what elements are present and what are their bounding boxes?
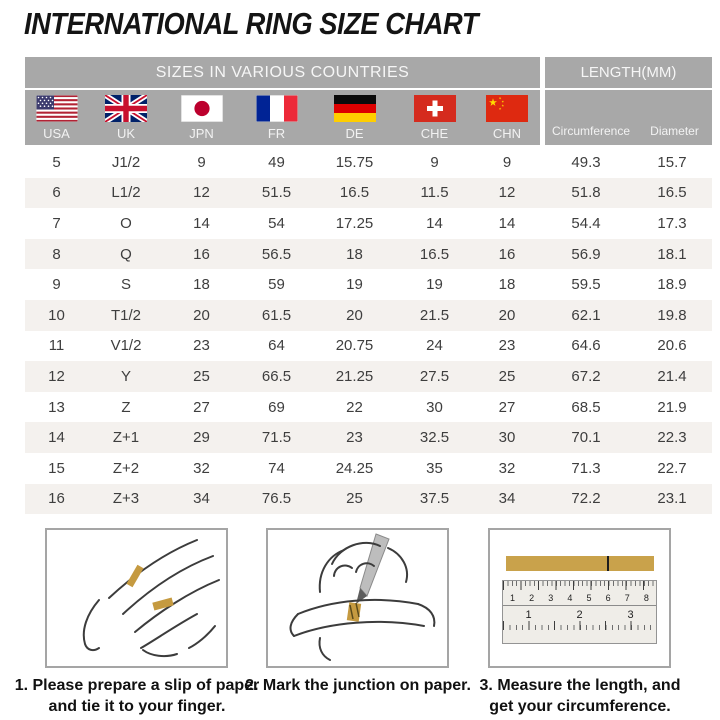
country-columns bbox=[25, 90, 540, 145]
size-cell: Z+2 bbox=[112, 459, 140, 477]
size-cell: 29 bbox=[193, 429, 210, 447]
size-cell: 19.8 bbox=[657, 306, 687, 324]
size-cell: 32 bbox=[498, 459, 516, 477]
size-cell: 15.7 bbox=[657, 153, 687, 171]
size-cell: 17.25 bbox=[335, 214, 374, 232]
size-cell: 16 bbox=[193, 245, 210, 263]
switzerland-flag-icon bbox=[414, 95, 456, 122]
size-cell: 16.5 bbox=[419, 245, 450, 263]
header-group-band bbox=[25, 57, 712, 88]
ruler-inch-ticks bbox=[503, 621, 656, 630]
size-cell: 76.5 bbox=[261, 490, 292, 508]
size-cell: 32.5 bbox=[419, 429, 450, 447]
size-cell: Q bbox=[120, 245, 132, 263]
ruler-number: 2 bbox=[576, 609, 583, 621]
size-cell: 56.9 bbox=[571, 245, 601, 263]
step1-illustration bbox=[45, 528, 228, 668]
size-cell: 18 bbox=[346, 245, 363, 263]
table-row bbox=[25, 361, 712, 392]
germany-flag-icon bbox=[334, 95, 376, 122]
table-row bbox=[25, 300, 712, 331]
size-cell: 35 bbox=[426, 459, 443, 477]
size-cell: 20 bbox=[346, 306, 363, 324]
size-cell: 68.5 bbox=[571, 398, 601, 416]
size-cell: 22 bbox=[346, 398, 363, 416]
size-cell: 19 bbox=[426, 276, 443, 294]
table-row bbox=[25, 453, 712, 484]
size-cell: 23 bbox=[193, 337, 210, 355]
size-cell: 20.6 bbox=[657, 337, 687, 355]
size-cell: 21.5 bbox=[419, 306, 450, 324]
size-cell: 6 bbox=[52, 184, 61, 202]
ruler-inch-numbers bbox=[503, 606, 656, 621]
size-cell: O bbox=[120, 214, 132, 232]
table-row bbox=[25, 269, 712, 300]
size-cell: 11.5 bbox=[420, 184, 449, 202]
paper-strip-icon bbox=[506, 556, 654, 571]
column-che bbox=[395, 90, 474, 145]
hand-with-paper-strip-icon bbox=[47, 530, 226, 666]
step2-illustration bbox=[266, 528, 449, 668]
size-cell: 12 bbox=[498, 184, 516, 202]
size-cell: 25 bbox=[498, 367, 516, 385]
size-cell: 25 bbox=[346, 490, 363, 508]
column-label-diameter: Diameter bbox=[650, 124, 699, 138]
header-flags-band bbox=[25, 90, 712, 145]
step3-illustration bbox=[488, 528, 671, 668]
column-label-circumference: Circumference bbox=[551, 124, 631, 138]
size-cell: 10 bbox=[48, 306, 65, 324]
size-cell: 13 bbox=[48, 398, 65, 416]
size-cell: 14 bbox=[193, 214, 210, 232]
size-cell: 34 bbox=[498, 490, 516, 508]
size-cell: 72.2 bbox=[571, 490, 601, 508]
size-cell: 56.5 bbox=[261, 245, 292, 263]
size-cell: 49 bbox=[268, 153, 285, 171]
size-cell: 71.3 bbox=[571, 459, 601, 477]
size-cell: 54 bbox=[268, 214, 285, 232]
size-cell: 16.5 bbox=[657, 184, 687, 202]
ruler-number: 5 bbox=[586, 593, 592, 603]
size-cell: 14 bbox=[426, 214, 443, 232]
size-cell: 67.2 bbox=[571, 367, 601, 385]
size-cell: Y bbox=[120, 367, 131, 385]
size-cell: 24.25 bbox=[335, 459, 374, 477]
size-cell: 61.5 bbox=[261, 306, 292, 324]
ruler-number: 2 bbox=[529, 593, 535, 603]
column-label-che: CHE bbox=[420, 126, 449, 141]
size-cell: 12 bbox=[193, 184, 210, 202]
size-cell: 70.1 bbox=[571, 429, 601, 447]
size-cell: 18 bbox=[193, 276, 210, 294]
size-cell: 64.6 bbox=[571, 337, 601, 355]
step2-caption: 2. Mark the junction on paper. bbox=[245, 677, 471, 694]
size-cell: 23 bbox=[346, 429, 363, 447]
ruler-number: 4 bbox=[567, 593, 573, 603]
size-cell: 30 bbox=[498, 429, 516, 447]
table-row bbox=[25, 484, 712, 515]
ruler-icon bbox=[502, 580, 657, 644]
table-row bbox=[25, 239, 712, 270]
size-cell: 18 bbox=[498, 276, 516, 294]
ruler-cm-numbers bbox=[503, 590, 656, 603]
size-cell: 9 bbox=[430, 153, 439, 171]
size-cell: 32 bbox=[193, 459, 210, 477]
size-cell: 27.5 bbox=[419, 367, 450, 385]
table-row bbox=[25, 208, 712, 239]
column-label-usa: USA bbox=[43, 126, 70, 141]
column-chn bbox=[474, 90, 540, 145]
size-cell: 11 bbox=[48, 337, 65, 355]
size-cell: 59.5 bbox=[571, 276, 601, 294]
table-row bbox=[25, 147, 712, 178]
header-sizes-label: SIZES IN VARIOUS COUNTRIES bbox=[155, 63, 410, 81]
step1-caption: 1. Please prepare a slip of paper and tie it to your finger. bbox=[14, 677, 260, 715]
size-cell: 20 bbox=[498, 306, 516, 324]
size-cell: 21.25 bbox=[335, 367, 374, 385]
column-label-che-de: DE bbox=[345, 126, 364, 141]
size-cell: 20 bbox=[193, 306, 210, 324]
size-cell: 7 bbox=[52, 214, 61, 232]
header-length-label: LENGTH(MM) bbox=[580, 64, 677, 81]
size-cell: 59 bbox=[268, 276, 285, 294]
size-cell: 24 bbox=[426, 337, 443, 355]
size-cell: 27 bbox=[193, 398, 210, 416]
column-usa bbox=[25, 90, 88, 145]
hand-marking-paper-icon bbox=[268, 530, 447, 666]
ruler-number: 8 bbox=[643, 593, 649, 603]
ruler-number: 1 bbox=[510, 593, 516, 603]
size-cell: 21.9 bbox=[657, 398, 687, 416]
page-title: INTERNATIONAL RING SIZE CHART bbox=[24, 6, 479, 41]
column-label-chn: CHN bbox=[492, 126, 522, 141]
junction-mark-icon bbox=[607, 556, 609, 571]
ruler-number: 7 bbox=[624, 593, 630, 603]
size-cell: 14 bbox=[48, 429, 65, 447]
size-cell: 54.4 bbox=[571, 214, 601, 232]
size-cell: 49.3 bbox=[571, 153, 601, 171]
size-cell: 19 bbox=[346, 276, 363, 294]
ruler-cm-ticks bbox=[503, 581, 656, 590]
column-de bbox=[314, 90, 395, 145]
ruler-number: 3 bbox=[548, 593, 554, 603]
column-label-fr: FR bbox=[267, 126, 286, 141]
size-cell: 9 bbox=[502, 153, 512, 171]
size-cell: 23 bbox=[498, 337, 516, 355]
size-cell: 25 bbox=[193, 367, 210, 385]
size-cell: 16.5 bbox=[339, 184, 370, 202]
size-cell: J1/2 bbox=[111, 153, 141, 171]
size-cell: 9 bbox=[52, 276, 61, 294]
size-cell: 12 bbox=[48, 367, 65, 385]
size-cell: 34 bbox=[193, 490, 210, 508]
size-cell: V1/2 bbox=[110, 337, 142, 355]
header-length-group bbox=[545, 57, 712, 88]
size-cell: 30 bbox=[426, 398, 443, 416]
column-jpn bbox=[164, 90, 239, 145]
ruler-number: 6 bbox=[605, 593, 611, 603]
length-columns bbox=[545, 90, 712, 145]
size-cell: 18.1 bbox=[657, 245, 687, 263]
size-cell: 22.3 bbox=[657, 429, 687, 447]
size-cell: 9 bbox=[197, 153, 206, 171]
size-cell: 66.5 bbox=[261, 367, 292, 385]
table-row bbox=[25, 422, 712, 453]
ruler-number: 3 bbox=[627, 609, 634, 621]
japan-flag-icon bbox=[181, 95, 223, 122]
column-uk bbox=[88, 90, 164, 145]
size-cell: 69 bbox=[268, 398, 285, 416]
size-cell: 71.5 bbox=[261, 429, 292, 447]
uk-flag-icon bbox=[105, 95, 147, 122]
size-cell: 20.75 bbox=[335, 337, 374, 355]
table-row bbox=[25, 331, 712, 362]
size-cell: T1/2 bbox=[110, 306, 141, 324]
china-flag-icon bbox=[486, 95, 528, 122]
size-cell: 21.4 bbox=[657, 367, 687, 385]
size-cell: 51.5 bbox=[261, 184, 292, 202]
size-cell: 23.1 bbox=[657, 490, 687, 508]
size-table-body bbox=[25, 147, 712, 514]
france-flag-icon bbox=[256, 95, 298, 122]
size-cell: 22.7 bbox=[657, 459, 687, 477]
column-label-jpn: JPN bbox=[189, 126, 214, 141]
size-cell: 18.9 bbox=[657, 276, 687, 294]
table-row bbox=[25, 178, 712, 209]
ruler-number: 1 bbox=[525, 609, 532, 621]
size-cell: 74 bbox=[268, 459, 285, 477]
size-cell: 15.75 bbox=[335, 153, 374, 171]
size-cell: 5 bbox=[52, 153, 61, 171]
size-cell: 14 bbox=[498, 214, 516, 232]
size-cell: Z+1 bbox=[112, 429, 140, 447]
size-cell: 62.1 bbox=[571, 306, 601, 324]
size-cell: 51.8 bbox=[571, 184, 601, 202]
table-row bbox=[25, 392, 712, 423]
size-cell: L1/2 bbox=[111, 184, 141, 202]
usa-flag-icon bbox=[36, 95, 78, 122]
size-cell: 64 bbox=[268, 337, 285, 355]
size-cell: 17.3 bbox=[657, 214, 687, 232]
size-cell: Z bbox=[121, 398, 131, 416]
header-sizes-group bbox=[25, 57, 540, 88]
size-cell: 15 bbox=[48, 459, 65, 477]
size-cell: 8 bbox=[52, 245, 61, 263]
column-fr bbox=[239, 90, 314, 145]
size-cell: S bbox=[120, 276, 131, 294]
size-cell: 16 bbox=[498, 245, 516, 263]
size-cell: 27 bbox=[498, 398, 516, 416]
ring-size-table bbox=[25, 147, 712, 514]
step3-caption: 3. Measure the length, and get your circumference. bbox=[479, 677, 681, 715]
column-label-uk: UK bbox=[116, 126, 136, 141]
size-cell: Z+3 bbox=[112, 490, 140, 508]
size-cell: 37.5 bbox=[419, 490, 450, 508]
size-cell: 16 bbox=[48, 490, 65, 508]
